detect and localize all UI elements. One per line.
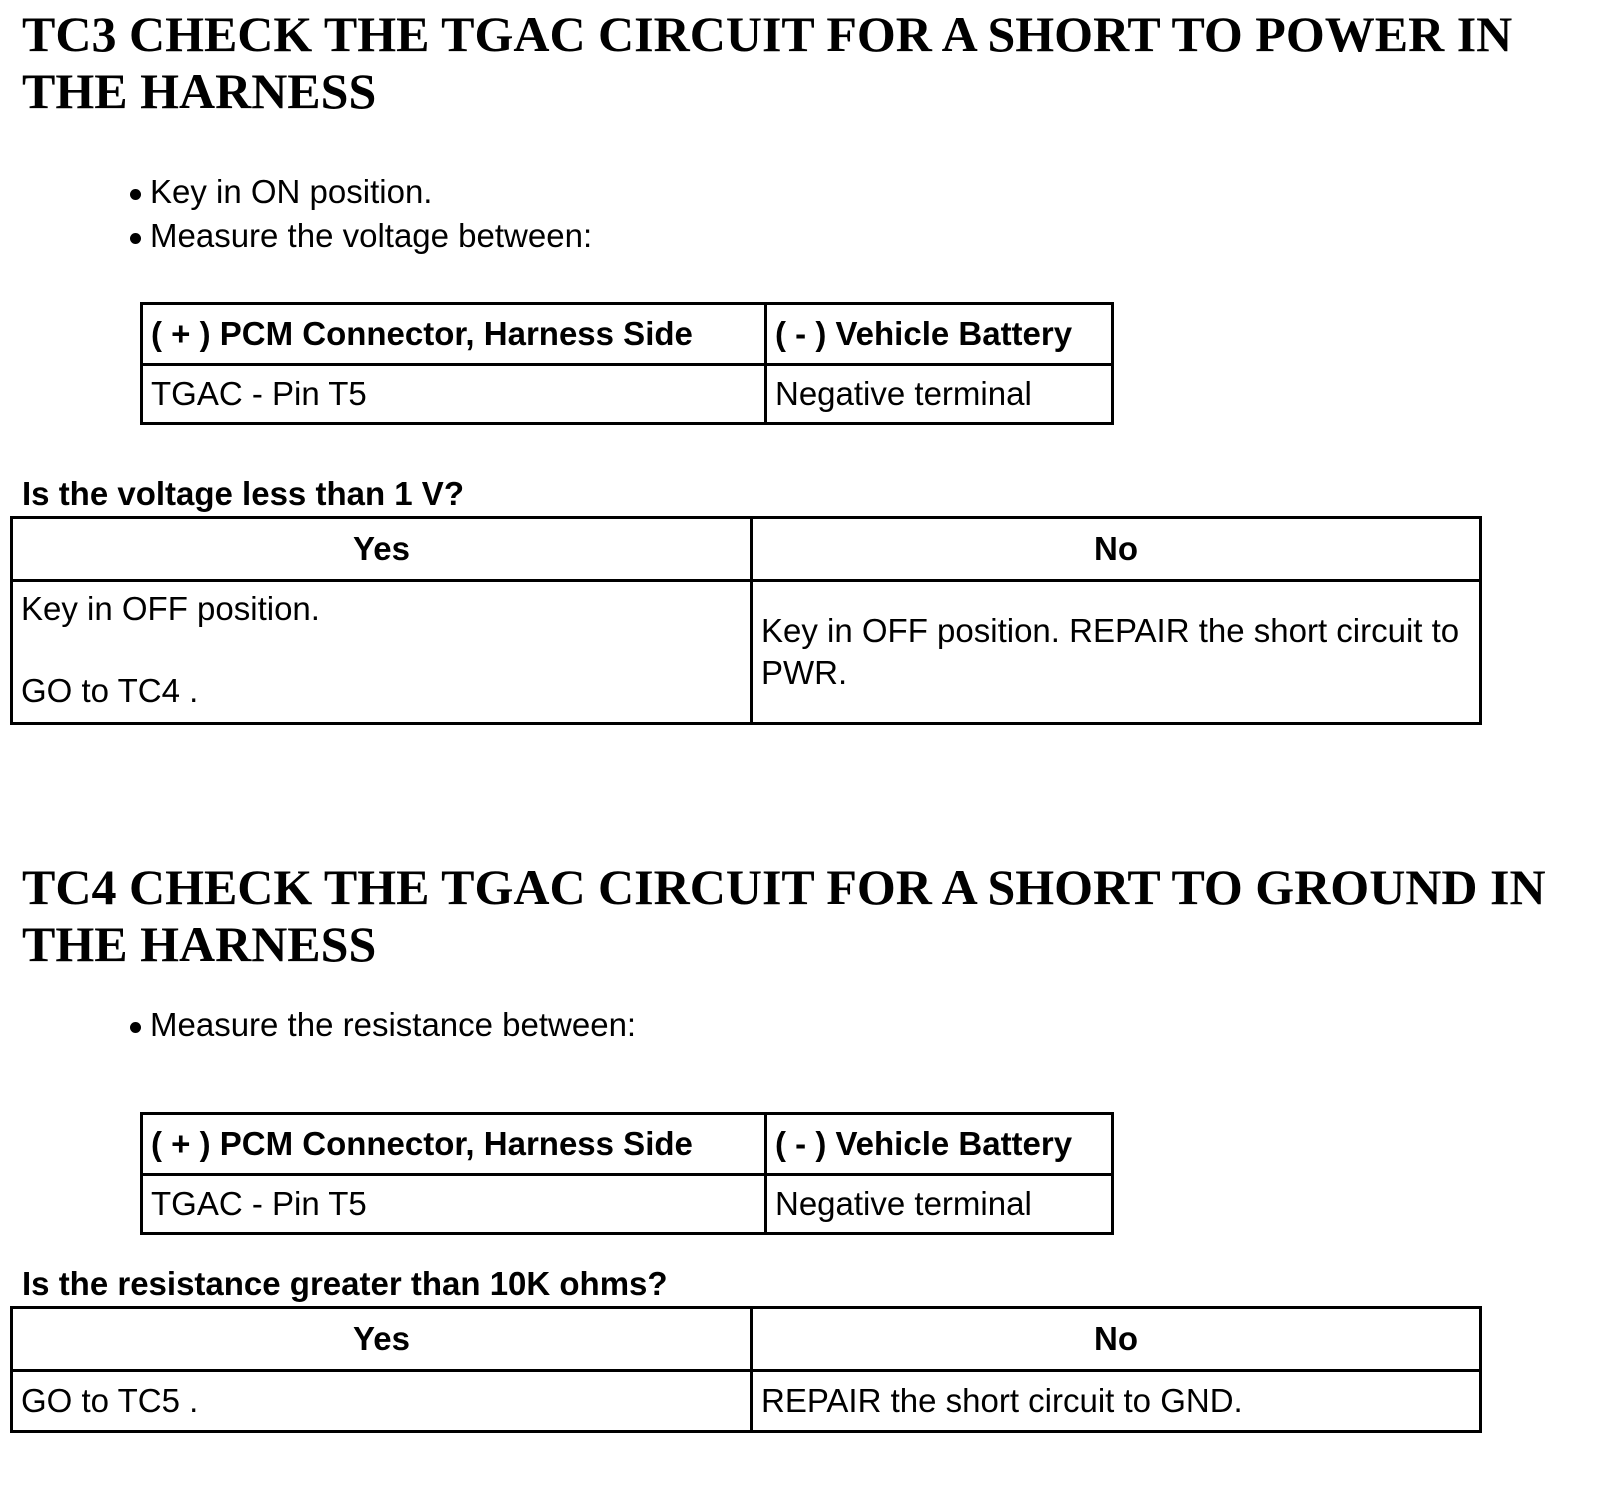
tc4-question: Is the resistance greater than 10K ohms? [22, 1265, 668, 1302]
tc3-question: Is the voltage less than 1 V? [22, 475, 464, 512]
table-header-row [12, 1308, 1481, 1371]
tc3-measurement-table [140, 302, 1114, 425]
tc4-title: TC4 CHECK THE TGAC CIRCUIT FOR A SHORT TO GROUND IN THE HARNESS [22, 859, 1546, 972]
yes-header: Yes [12, 518, 752, 581]
table-row [12, 581, 1481, 724]
tc3-title: TC3 CHECK THE TGAC CIRCUIT FOR A SHORT TO POWER IN THE HARNESS [22, 6, 1513, 119]
table-header-row [142, 304, 1113, 365]
tc3-answer-table [10, 516, 1482, 725]
vehicle-battery-header: ( - ) Vehicle Battery [766, 1114, 1113, 1175]
battery-terminal-cell: Negative terminal [766, 1175, 1113, 1234]
tc3-bullet-list [130, 170, 592, 258]
no-action-cell: REPAIR the short circuit to GND. [752, 1371, 1481, 1432]
table-row [142, 365, 1113, 424]
pcm-connector-header: ( + ) PCM Connector, Harness Side [142, 304, 766, 365]
pcm-pin-cell: TGAC - Pin T5 [142, 365, 766, 424]
yes-action-goto: GO to TC4 . [21, 672, 199, 709]
pcm-connector-header: ( + ) PCM Connector, Harness Side [142, 1114, 766, 1175]
table-header-row [142, 1114, 1113, 1175]
tc4-bullet-measure-resistance: Measure the resistance between: [130, 1003, 636, 1047]
yes-action-key-off: Key in OFF position. [21, 590, 320, 627]
battery-terminal-cell: Negative terminal [766, 365, 1113, 424]
tc3-bullet-measure-voltage: Measure the voltage between: [130, 214, 592, 258]
no-action-cell: Key in OFF position. REPAIR the short circuit to PWR. [752, 581, 1481, 724]
table-row [12, 1371, 1481, 1432]
table-row [142, 1175, 1113, 1234]
tc4-answer-table [10, 1306, 1482, 1433]
tc3-bullet-key-on: Key in ON position. [130, 170, 592, 214]
no-header: No [752, 518, 1481, 581]
yes-action-cell: GO to TC5 . [12, 1371, 752, 1432]
yes-header: Yes [12, 1308, 752, 1371]
no-header: No [752, 1308, 1481, 1371]
tc4-bullet-list [130, 1003, 636, 1047]
table-header-row [12, 518, 1481, 581]
tc4-measurement-table [140, 1112, 1114, 1235]
yes-action-cell [12, 581, 752, 724]
vehicle-battery-header: ( - ) Vehicle Battery [766, 304, 1113, 365]
pcm-pin-cell: TGAC - Pin T5 [142, 1175, 766, 1234]
